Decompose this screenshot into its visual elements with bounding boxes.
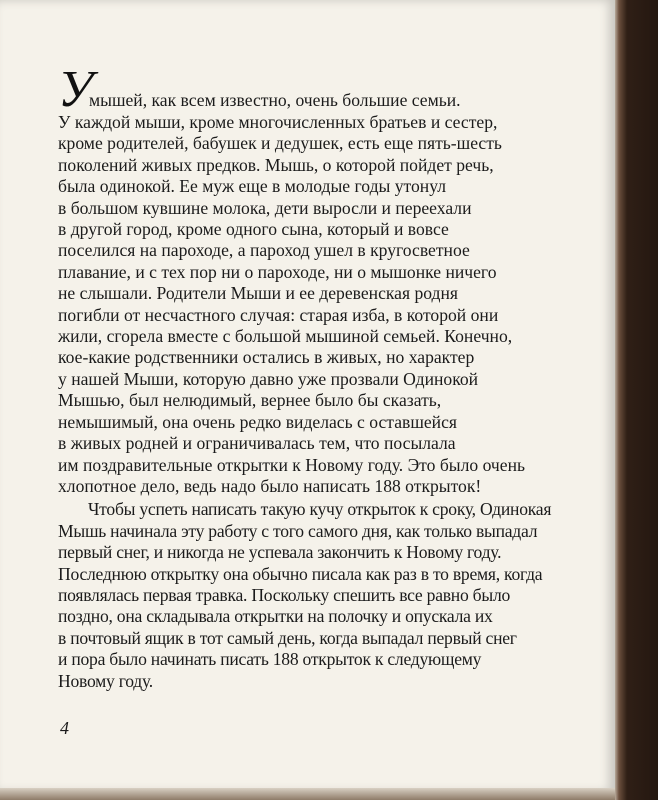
paragraph-2: [58, 499, 608, 692]
line-3: кроме родителей, бабушек и дедушек, есть еще пять-шесть: [58, 133, 502, 154]
line-19: хлопотное дело, ведь надо было написать 188 открыток!: [58, 475, 482, 496]
drop-cap-letter: У: [58, 61, 93, 118]
line-22: первый снег, и никогда не успевала закончить к Новому году.: [58, 542, 502, 563]
line-2: У каждой мыши, кроме многочисленных братьев и сестер,: [58, 112, 498, 132]
line-6: в большом кувшине молока, дети выросли и переехали: [58, 197, 472, 218]
line-26: в почтовый ящик в тот самый день, когда выпадал первый снег: [58, 627, 517, 648]
line-17: в живых родней и ограничивалась тем, что посылала: [58, 433, 456, 454]
line-11: погибли от несчастного случая: старая изба, в которой они: [58, 304, 499, 325]
line-24: появлялась первая травка. Поскольку спешить все равно было: [58, 584, 511, 605]
line-12: жили, сгорела вместе с большой мышиной семьей. Конечно,: [58, 326, 513, 347]
line-4: поколений живых предков. Мышь, о которой пойдет речь,: [58, 154, 494, 175]
paragraph-1: [58, 61, 608, 497]
line-20: Чтобы успеть написать такую кучу открыток к сроку, Одинокая: [88, 499, 552, 520]
scan-bottom-edge: [0, 788, 615, 800]
line-13: кое-какие родственники остались в живых, но характер: [58, 347, 475, 368]
line-16: немышимый, она очень редко виделась с оставшейся: [58, 411, 457, 432]
line-8: поселился на пароходе, а пароход ушел в кругосветное: [58, 240, 470, 261]
line-18: им поздравительные открытки к Новому году. Это было очень: [58, 454, 526, 475]
line-28: Новому году.: [58, 670, 153, 691]
line-10: не слышали. Родители Мыши и ее деревенская родня: [58, 283, 459, 304]
line-1: [58, 61, 608, 118]
line-21: Мышь начинала эту работу с того самого дня, как только выпадал: [58, 520, 538, 541]
line-5: была одинокой. Ее муж еще в молодые годы утонул: [58, 176, 447, 197]
line-14: у нашей Мыши, которую давно уже прозвали Одинокой: [58, 368, 479, 389]
page-number: 4: [60, 718, 69, 738]
line-23: Последнюю открытку она обычно писала как раз в то время, когда: [58, 563, 543, 584]
line-25: поздно, она складывала открытки на полочку и опускала их: [58, 606, 493, 627]
line-27: и пора было начинать писать 188 открыток к следующему: [58, 649, 482, 670]
story-text: [58, 61, 608, 692]
book-spine-edge: [615, 0, 658, 800]
line-1-text: мышей, как всем известно, очень большие семьи.: [89, 90, 461, 110]
line-15: Мышью, был нелюдимый, вернее было бы сказать,: [58, 390, 442, 411]
line-9: плавание, и с тех пор ни о пароходе, ни о мышонке ничего: [58, 261, 497, 282]
line-7: в другой город, кроме одного сына, который и вовсе: [58, 219, 449, 240]
